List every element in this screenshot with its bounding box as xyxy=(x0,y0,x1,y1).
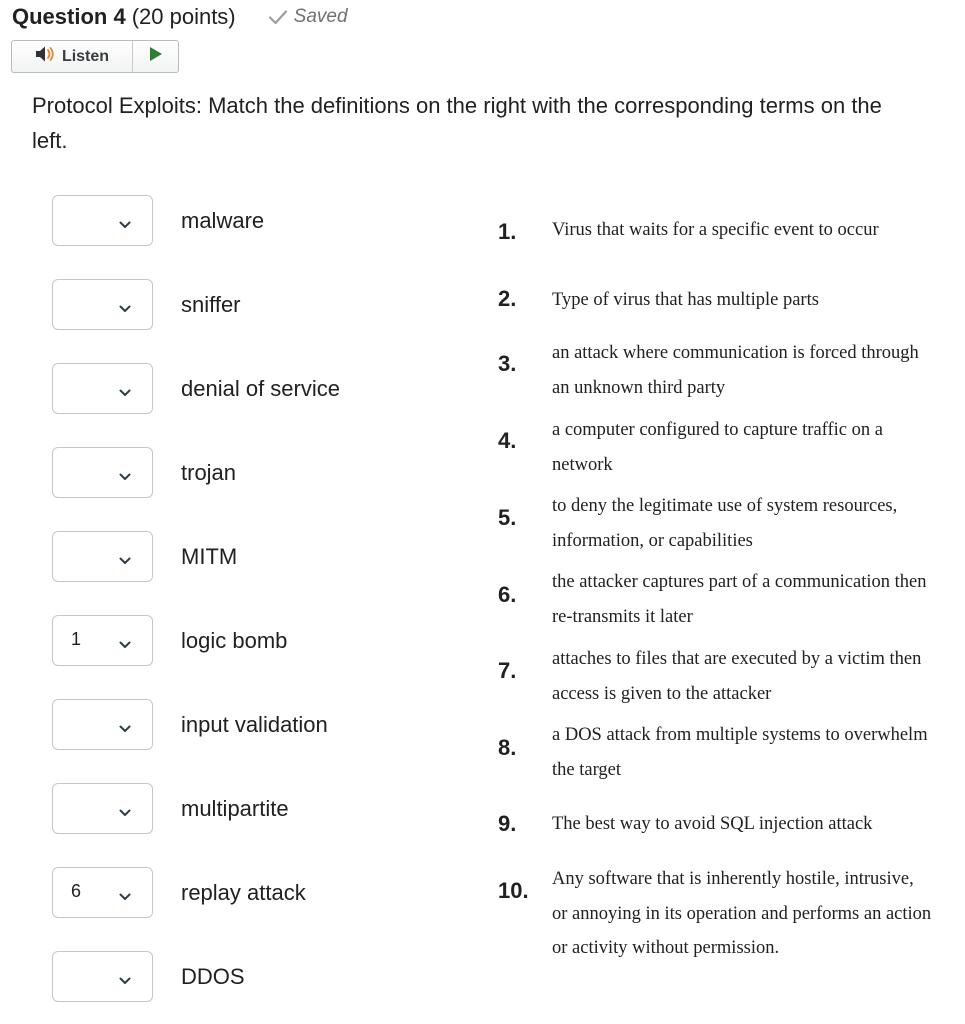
chevron-down-icon xyxy=(119,384,131,402)
match-select-ddos[interactable] xyxy=(52,951,153,1002)
match-select-malware[interactable] xyxy=(52,195,153,246)
listen-toolbar xyxy=(11,40,179,73)
definition-text: a computer configured to capture traffic on a network xyxy=(552,420,883,475)
select-value: 1 xyxy=(71,629,82,649)
match-term: denial of service xyxy=(181,376,340,401)
match-term: DDOS xyxy=(181,964,245,989)
definition-number: 10. xyxy=(498,878,529,903)
speaker-icon xyxy=(35,45,62,68)
chevron-down-icon xyxy=(119,888,131,906)
match-select-sniffer[interactable] xyxy=(52,279,153,330)
listen-label: Listen xyxy=(61,47,110,65)
play-button[interactable] xyxy=(133,41,178,72)
saved-status xyxy=(268,6,348,28)
match-select-logic-bomb[interactable] xyxy=(52,615,153,666)
match-term: logic bomb xyxy=(181,628,288,653)
definition-text: The best way to avoid SQL injection attack xyxy=(552,814,873,834)
definition-text: Any software that is inherently hostile, intrusive, or annoying in its operation and performs an action or activity without permission. xyxy=(552,869,932,958)
question-prompt: Protocol Exploits: Match the definitions on the right with the corresponding terms on the left. xyxy=(32,93,882,153)
match-select-mitm[interactable] xyxy=(52,531,153,582)
definition-number: 8. xyxy=(498,735,517,760)
definition-text: a DOS attack from multiple systems to overwhelm the target xyxy=(552,725,928,780)
match-select-denial-of-service[interactable] xyxy=(52,363,153,414)
select-value: 6 xyxy=(71,881,82,901)
checkmark-icon xyxy=(268,9,288,25)
match-term: trojan xyxy=(181,460,237,485)
chevron-down-icon xyxy=(119,468,131,486)
match-term: MITM xyxy=(181,544,238,569)
chevron-down-icon xyxy=(119,636,131,654)
chevron-down-icon xyxy=(119,972,131,990)
match-select-input-validation[interactable] xyxy=(52,699,153,750)
definition-text: the attacker captures part of a communication then re-transmits it later xyxy=(552,572,927,627)
definition-text: Type of virus that has multiple parts xyxy=(552,290,819,310)
chevron-down-icon xyxy=(119,552,131,570)
definition-number: 3. xyxy=(498,351,517,376)
question-points: (20 points) xyxy=(131,4,236,29)
play-icon xyxy=(149,46,163,67)
question-header xyxy=(12,2,348,32)
definition-number: 5. xyxy=(498,505,517,530)
match-term: multipartite xyxy=(181,796,289,821)
chevron-down-icon xyxy=(119,300,131,318)
match-term: input validation xyxy=(181,712,328,737)
match-term: malware xyxy=(181,208,265,233)
saved-label: Saved xyxy=(293,6,348,27)
match-term: replay attack xyxy=(181,880,306,905)
match-select-trojan[interactable] xyxy=(52,447,153,498)
definition-text: an attack where communication is forced through an unknown third party xyxy=(552,343,919,398)
definition-text: to deny the legitimate use of system resources, information, or capabilities xyxy=(552,496,898,551)
definition-number: 6. xyxy=(498,582,517,607)
definition-number: 2. xyxy=(498,286,517,311)
definition-number: 7. xyxy=(498,658,517,683)
match-select-replay-attack[interactable] xyxy=(52,867,153,918)
chevron-down-icon xyxy=(119,216,131,234)
question-title: Question 4 xyxy=(12,4,126,29)
listen-button[interactable] xyxy=(12,41,133,72)
chevron-down-icon xyxy=(119,804,131,822)
definition-text: attaches to files that are executed by a victim then access is given to the attacker xyxy=(552,649,922,704)
chevron-down-icon xyxy=(119,720,131,738)
definition-text: Virus that waits for a specific event to occur xyxy=(552,220,879,240)
definition-number: 1. xyxy=(498,219,517,244)
definition-number: 4. xyxy=(498,428,517,453)
definition-number: 9. xyxy=(498,811,517,836)
match-select-multipartite[interactable] xyxy=(52,783,153,834)
match-term: sniffer xyxy=(181,292,241,317)
